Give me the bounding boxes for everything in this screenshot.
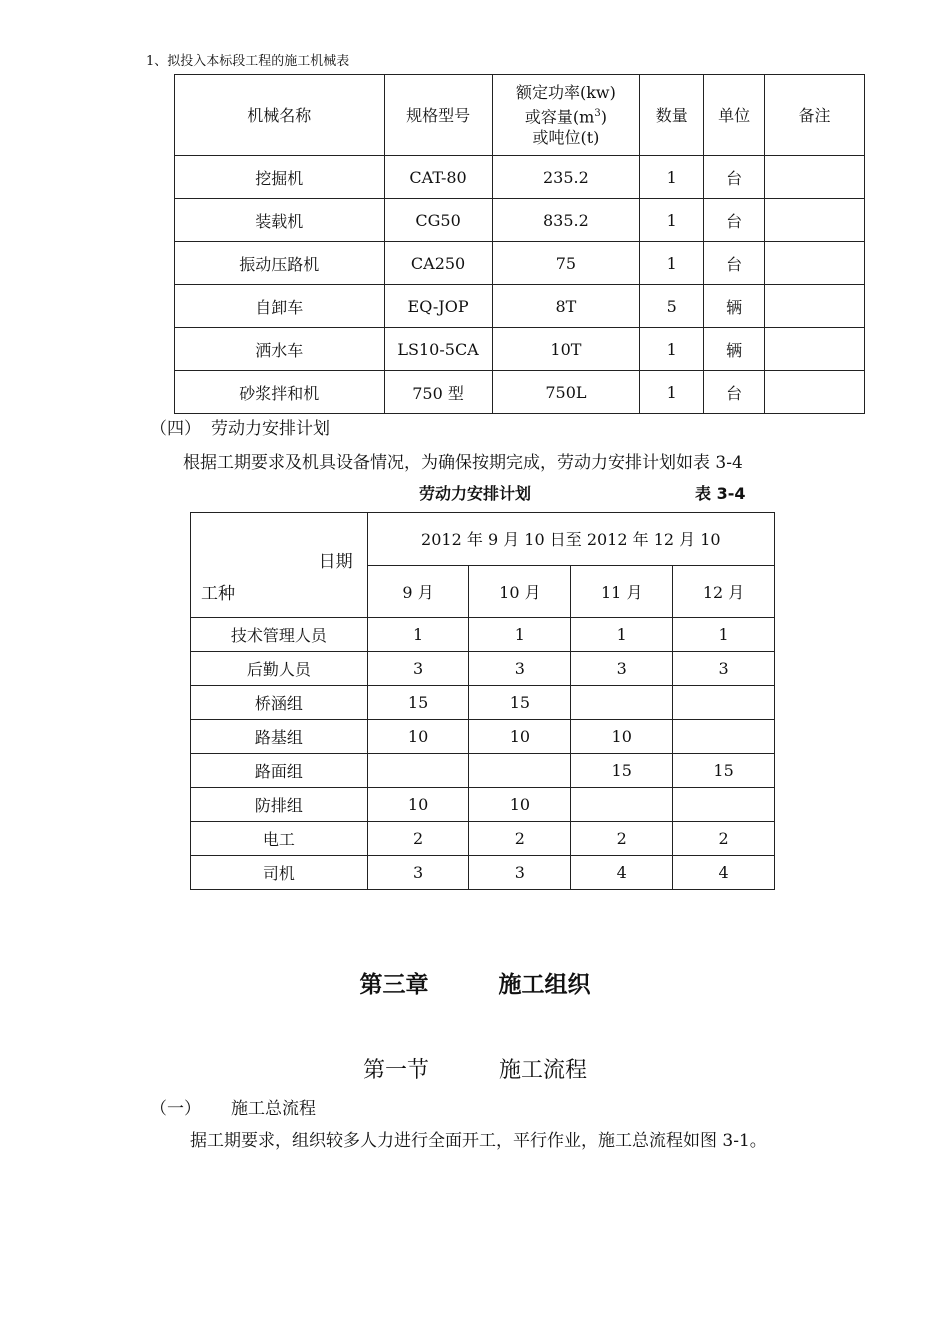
section4-num: （四） (150, 419, 201, 439)
labor-table-number: 表 3-4 (695, 484, 746, 503)
note-cell (765, 371, 865, 414)
headcount-cell: 10 (469, 720, 571, 754)
labor-header-row (191, 513, 775, 566)
labor-table-title: 劳动力安排计划 (419, 484, 532, 503)
headcount-cell: 2 (673, 822, 775, 856)
work-type-cell: 路面组 (191, 754, 368, 788)
note-cell (765, 285, 865, 328)
model-cell: CG50 (384, 199, 492, 242)
unit-cell: 台 (704, 156, 765, 199)
model-cell: EQ-JOP (384, 285, 492, 328)
note-cell (765, 328, 865, 371)
header-power-line2-close: ) (600, 107, 607, 127)
header-power-line2 (493, 103, 640, 127)
headcount-cell: 10 (571, 720, 673, 754)
labor-body (191, 618, 775, 890)
work-type-cell: 桥涵组 (191, 686, 368, 720)
header-power-line3: 或吨位(t) (532, 128, 600, 148)
machinery-row (175, 199, 865, 242)
quantity-cell: 5 (640, 285, 704, 328)
header-power-sup: 3 (594, 107, 601, 119)
work-type-cell: 技术管理人员 (191, 618, 368, 652)
headcount-cell (673, 788, 775, 822)
month-header: 11 月 (571, 565, 673, 618)
subsection-num: （一） (150, 1099, 201, 1119)
power-cell: 8T (492, 285, 640, 328)
month-header: 12 月 (673, 565, 775, 618)
model-cell: CA250 (384, 242, 492, 285)
machine-name-cell: 振动压路机 (175, 242, 385, 285)
headcount-cell (571, 788, 673, 822)
labor-row (191, 720, 775, 754)
work-type-cell: 防排组 (191, 788, 368, 822)
note-cell (765, 242, 865, 285)
power-cell: 750L (492, 371, 640, 414)
headcount-cell: 15 (673, 754, 775, 788)
labor-row (191, 618, 775, 652)
headcount-cell: 10 (367, 720, 469, 754)
headcount-cell: 4 (571, 856, 673, 890)
labor-row (191, 788, 775, 822)
quantity-cell: 1 (640, 371, 704, 414)
headcount-cell: 1 (571, 618, 673, 652)
machine-name-cell: 自卸车 (175, 285, 385, 328)
labor-row (191, 754, 775, 788)
model-cell: LS10-5CA (384, 328, 492, 371)
machinery-body (175, 156, 865, 414)
labor-row (191, 686, 775, 720)
section4-title: 劳动力安排计划 (211, 419, 330, 439)
unit-cell: 辆 (704, 285, 765, 328)
work-type-cell: 路基组 (191, 720, 368, 754)
subsection-heading (150, 1094, 316, 1119)
header-power-line1: 额定功率(kw) (515, 82, 616, 102)
machinery-row (175, 156, 865, 199)
headcount-cell: 3 (367, 856, 469, 890)
unit-cell: 台 (704, 242, 765, 285)
machinery-row (175, 242, 865, 285)
chapter-num: 第三章 (359, 972, 429, 998)
headcount-cell: 3 (673, 652, 775, 686)
section4-heading (150, 414, 330, 439)
headcount-cell: 1 (367, 618, 469, 652)
quantity-cell: 1 (640, 328, 704, 371)
note-cell (765, 199, 865, 242)
header-model: 规格型号 (384, 75, 492, 156)
headcount-cell: 3 (469, 652, 571, 686)
headcount-cell: 10 (469, 788, 571, 822)
labor-row (191, 856, 775, 890)
machine-name-cell: 挖掘机 (175, 156, 385, 199)
header-unit: 单位 (704, 75, 765, 156)
unit-cell: 台 (704, 371, 765, 414)
header-power-line2-text: 或容量(m (524, 107, 595, 127)
machinery-row (175, 371, 865, 414)
month-header: 9 月 (367, 565, 469, 618)
chapter-heading (0, 966, 950, 999)
section4-paragraph: 根据工期要求及机具设备情况，为确保按期完成，劳动力安排计划如表 3-4 (183, 453, 743, 473)
model-cell: 750 型 (384, 371, 492, 414)
header-quantity: 数量 (640, 75, 704, 156)
header-machine-name: 机械名称 (175, 75, 385, 156)
power-cell: 10T (492, 328, 640, 371)
month-header: 10 月 (469, 565, 571, 618)
section-heading (0, 1053, 950, 1084)
header-note: 备注 (765, 75, 865, 156)
section-num: 第一节 (362, 1058, 429, 1083)
subsection-title: 施工总流程 (231, 1099, 316, 1119)
headcount-cell: 3 (367, 652, 469, 686)
headcount-cell: 3 (469, 856, 571, 890)
labor-row (191, 652, 775, 686)
section-title: 施工流程 (499, 1058, 588, 1083)
labor-row (191, 822, 775, 856)
machine-name-cell: 装载机 (175, 199, 385, 242)
model-cell: CAT-80 (384, 156, 492, 199)
headcount-cell: 2 (571, 822, 673, 856)
quantity-cell: 1 (640, 156, 704, 199)
headcount-cell: 1 (469, 618, 571, 652)
corner-type-label: 工种 (201, 584, 235, 604)
machinery-header-row (175, 75, 865, 156)
headcount-cell (367, 754, 469, 788)
work-type-cell: 后勤人员 (191, 652, 368, 686)
labor-table (190, 512, 775, 890)
flow-paragraph: 据工期要求，组织较多人力进行全面开工，平行作业，施工总流程如图 3-1。 (190, 1131, 767, 1151)
power-cell: 75 (492, 242, 640, 285)
machinery-row (175, 285, 865, 328)
power-cell: 835.2 (492, 199, 640, 242)
labor-period: 2012 年 9 月 10 日至 2012 年 12 月 10 (367, 513, 774, 566)
labor-corner-cell (191, 513, 368, 618)
headcount-cell: 15 (367, 686, 469, 720)
chapter-title: 施工组织 (498, 972, 591, 998)
quantity-cell: 1 (640, 199, 704, 242)
machine-name-cell: 洒水车 (175, 328, 385, 371)
headcount-cell (469, 754, 571, 788)
headcount-cell: 2 (367, 822, 469, 856)
work-type-cell: 电工 (191, 822, 368, 856)
unit-cell: 辆 (704, 328, 765, 371)
machinery-table (174, 74, 865, 414)
headcount-cell (571, 686, 673, 720)
headcount-cell: 15 (571, 754, 673, 788)
headcount-cell: 2 (469, 822, 571, 856)
work-type-cell: 司机 (191, 856, 368, 890)
machinery-table-caption: 1、拟投入本标段工程的施工机械表 (146, 54, 350, 69)
headcount-cell: 1 (673, 618, 775, 652)
header-power (492, 75, 640, 156)
note-cell (765, 156, 865, 199)
quantity-cell: 1 (640, 242, 704, 285)
machine-name-cell: 砂浆拌和机 (175, 371, 385, 414)
headcount-cell (673, 720, 775, 754)
headcount-cell: 15 (469, 686, 571, 720)
machinery-row (175, 328, 865, 371)
headcount-cell: 10 (367, 788, 469, 822)
corner-date-label: 日期 (318, 552, 353, 572)
unit-cell: 台 (704, 199, 765, 242)
headcount-cell: 4 (673, 856, 775, 890)
headcount-cell (673, 686, 775, 720)
power-cell: 235.2 (492, 156, 640, 199)
headcount-cell: 3 (571, 652, 673, 686)
